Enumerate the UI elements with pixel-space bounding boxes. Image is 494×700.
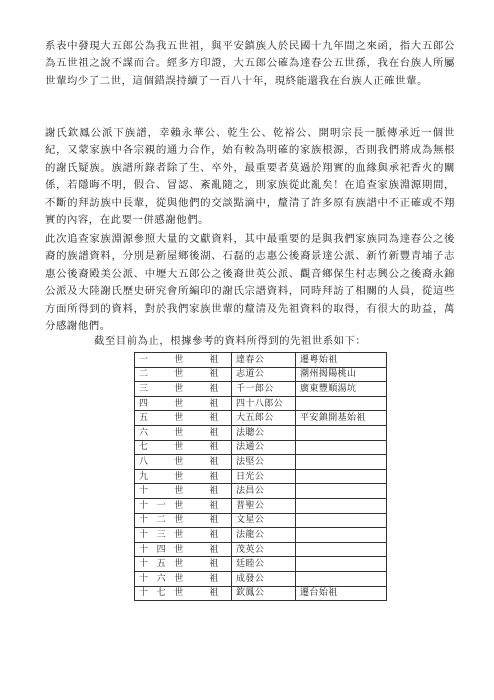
- note-cell: 潮州揭陽桃山: [296, 367, 387, 382]
- note-cell: 廣東豐順湯坑: [296, 382, 387, 397]
- note-cell: [296, 571, 387, 586]
- generation-cell: 二 世 祖: [135, 367, 232, 382]
- paragraph-3: 此次追查家族淵源參照大量的文獻資料，其中最重要的是與我們家族同為達春公之後裔的族譜資料，分別是新屋鄉後湖、石磊的志惠公後裔景達公派、新竹新豐青埔子志惠公後裔殿美公派、中壢大五郎公之後裔世英公派、觀音鄉保生村志興公之後裔永錦公派及大陸謝氏歷史研究會所編印的謝氏宗譜資料，同時拜訪了相關的人員，從這些方面所得到的資料，對於我們家族世輩的釐清及先祖資料的取得，有很大的助益，萬分感謝他們。: [45, 233, 455, 333]
- note-cell: [296, 455, 387, 470]
- table-row: [135, 586, 387, 601]
- ancestor-name-cell: 達春公: [232, 353, 296, 368]
- ancestor-name-cell: 普聖公: [232, 498, 296, 513]
- generation-cell: 十三世 祖: [135, 528, 232, 543]
- table-row: [135, 469, 387, 484]
- generation-cell: 十四世 祖: [135, 542, 232, 557]
- ancestor-name-cell: 四十八郎公: [232, 396, 296, 411]
- note-cell: 平安鎮開基始祖: [296, 411, 387, 426]
- generation-cell: 六 世 祖: [135, 425, 232, 440]
- generation-cell: 十一世 祖: [135, 498, 232, 513]
- ancestor-name-cell: 文星公: [232, 513, 296, 528]
- ancestor-name-cell: 日光公: [232, 469, 296, 484]
- generation-cell: 十五世 祖: [135, 557, 232, 572]
- table-row: [135, 440, 387, 455]
- table-row: [135, 571, 387, 586]
- generation-cell: 十二世 祖: [135, 513, 232, 528]
- generation-cell: 一 世 祖: [135, 353, 232, 368]
- table-row: [135, 382, 387, 397]
- note-cell: 遷粵始祖: [296, 353, 387, 368]
- table-row: [135, 353, 387, 368]
- table-row: [135, 455, 387, 470]
- note-cell: [296, 440, 387, 455]
- table-intro: 截至目前為止，根據參考的資料所得到的先祖世系如下：: [94, 335, 367, 347]
- note-cell: [296, 557, 387, 572]
- table-row: [135, 425, 387, 440]
- table-row: [135, 513, 387, 528]
- note-cell: [296, 528, 387, 543]
- generation-cell: 九 世 祖: [135, 469, 232, 484]
- ancestor-name-cell: 法通公: [232, 440, 296, 455]
- generation-cell: 三 世 祖: [135, 382, 232, 397]
- note-cell: 遷台始祖: [296, 586, 387, 601]
- note-cell: [296, 513, 387, 528]
- generation-cell: 七 世 祖: [135, 440, 232, 455]
- note-cell: [296, 469, 387, 484]
- ancestor-name-cell: 大五郎公: [232, 411, 296, 426]
- table-row: [135, 528, 387, 543]
- ancestor-name-cell: 法堅公: [232, 455, 296, 470]
- note-cell: [296, 484, 387, 499]
- paragraph-2: 謝氏欽鳳公派下族譜，幸賴永華公、乾生公、乾裕公、開明宗長一脈傳承近一個世紀，又蒙家族中各宗親的通力合作，始有較為明確的家族根源，否則我們將成為無根的謝氏疑族。族譜所錄者除了生、卒外，最重要者莫過於翔實的血緣與承祀香火的關係，若隱晦不明，假合、冒認、紊亂隨之，則家族從此亂矣！在追查家族淵源期間，不斷的拜訪族中長輩，從與他們的交談點滴中，釐清了許多原有族譜中不正確或不翔實的內容，在此要一併感謝他們。: [45, 127, 455, 227]
- generation-cell: 四 世 祖: [135, 396, 232, 411]
- table-row: [135, 367, 387, 382]
- ancestor-name-cell: 欽鳳公: [232, 586, 296, 601]
- ancestor-name-cell: 法聰公: [232, 425, 296, 440]
- note-cell: [296, 498, 387, 513]
- ancestor-name-cell: 廷睦公: [232, 557, 296, 572]
- ancestor-name-cell: 法龍公: [232, 528, 296, 543]
- generation-cell: 十七世 祖: [135, 586, 232, 601]
- table-row: [135, 411, 387, 426]
- ancestor-name-cell: 法昌公: [232, 484, 296, 499]
- note-cell: [296, 425, 387, 440]
- note-cell: [296, 542, 387, 557]
- generation-cell: 十 世 祖: [135, 484, 232, 499]
- ancestor-name-cell: 千一郎公: [232, 382, 296, 397]
- table-row: [135, 498, 387, 513]
- ancestor-generation-table: [134, 352, 387, 601]
- table-row: [135, 557, 387, 572]
- table-row: [135, 396, 387, 411]
- table-row: [135, 542, 387, 557]
- paragraph-1: 系表中發現大五郎公為我五世祖，與平安鎮族人於民國十九年間之來函，指大五郎公為五世祖之說不謀而合。經多方印證，大五郎公確為達春公五世孫，我在台族人所屬世輩均少了二世，這個錯誤持續了一百八十年，現終能還我在台族人正確世輩。: [45, 40, 455, 87]
- ancestor-name-cell: 成發公: [232, 571, 296, 586]
- table-row: [135, 484, 387, 499]
- ancestor-name-cell: 志道公: [232, 367, 296, 382]
- generation-cell: 八 世 祖: [135, 455, 232, 470]
- generation-cell: 十六世 祖: [135, 571, 232, 586]
- note-cell: [296, 396, 387, 411]
- generation-cell: 五 世 祖: [135, 411, 232, 426]
- ancestor-name-cell: 茂英公: [232, 542, 296, 557]
